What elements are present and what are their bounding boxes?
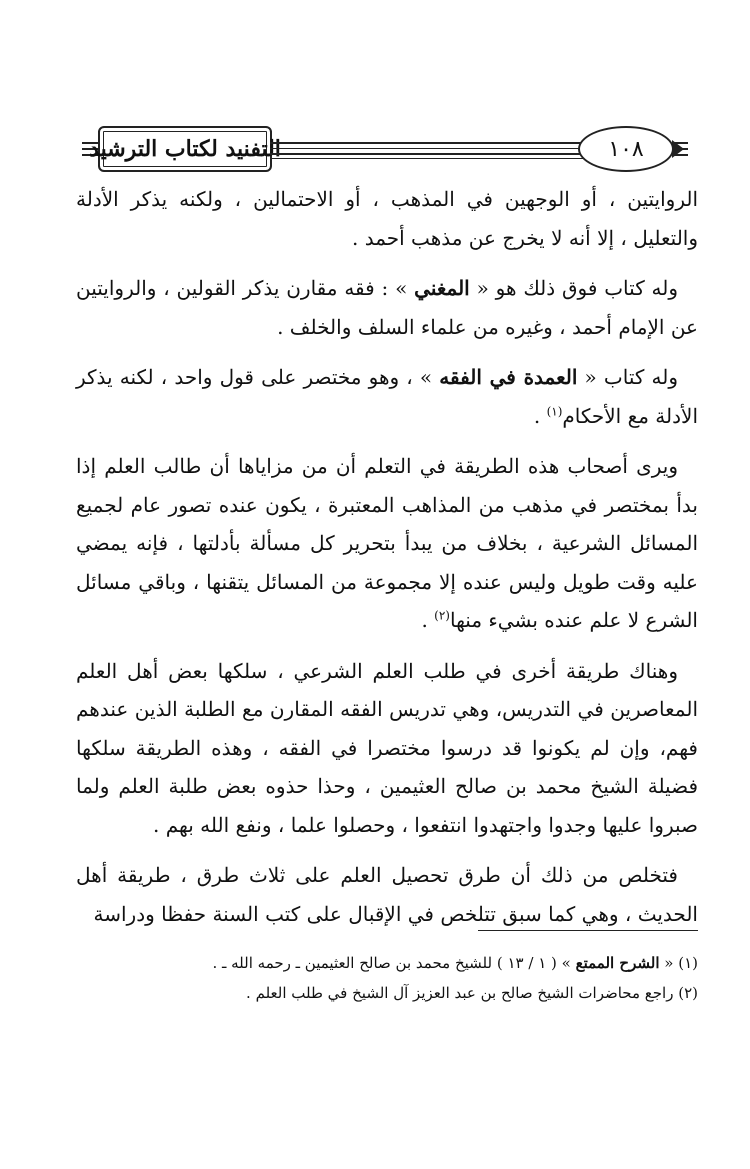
text-run: .	[421, 608, 435, 632]
footnote-ref: (١)	[546, 403, 563, 418]
body-text	[76, 180, 698, 933]
paragraph	[76, 652, 698, 845]
text-run: » ( ١ / ١٣ ) للشيخ محمد بن صالح العثيمين ـ رحمه الله ـ .	[212, 954, 576, 972]
bold-title: المغني	[414, 276, 470, 300]
header-rule	[270, 148, 604, 149]
header-rule	[270, 153, 604, 155]
text-run: (١) «	[659, 954, 698, 972]
text-run: » : فقه مقارن يذكر القولين ، والروايتين عن الإمام أحمد ، وغيره من علماء السلف والخلف .	[76, 276, 698, 339]
paragraph	[76, 269, 698, 346]
page-number-text: ١٠٨	[608, 136, 644, 162]
footnote	[76, 978, 698, 1008]
text-run: وله كتاب «	[577, 365, 678, 389]
footnote	[76, 948, 698, 978]
text-run: الروايتين ، أو الوجهين في المذهب ، أو الاحتمالين ، ولكنه يذكر الأدلة والتعليل ، إلا أنه لا يخرج عن مذهب أحمد .	[76, 187, 698, 250]
text-run: وهناك طريقة أخرى في طلب العلم الشرعي ، سلكها بعض أهل العلم المعاصرين في التدريس، وهي تدريس الفقه المقارن مع الطلبة الذين عندهم فهم، وإن لم يكونوا قد درسوا مختصرا في الفقه ، وهذه الطريقة سلكها فضيلة الشيخ محمد بن صالح العثيمين ، وحذا حذوه بعض طلبة العلم ولما صبروا عليها وجدوا واجتهدوا انتفعوا ، وحصلوا علما ، ونفع الله بهم .	[76, 658, 698, 837]
header-right-ornament	[672, 138, 688, 162]
paragraph	[76, 180, 698, 257]
running-title: التفنيد لكتاب الترشيد	[98, 126, 272, 172]
header-rule	[270, 142, 604, 144]
footnote-ref: (٢)	[434, 608, 450, 623]
text-run: ويرى أصحاب هذه الطريقة في التعلم أن من مزاياها أن طالب العلم إذا بدأ بمختصر في مذهب من المذاهب المعتبرة ، يكون عنده تصور عام لجميع المسائل الشرعية ، بخلاف من يبدأ بتحرير كل مسألة بأدلتها ، فإنه يمضي عليه وقت طويل وليس عنده إلا مجموعة من المسائل يتقنها ، وباقي مسائل الشرع لا علم عنده بشيء منها	[76, 454, 698, 632]
text-run: .	[533, 403, 547, 428]
page-header	[30, 118, 720, 178]
page-number	[578, 126, 674, 172]
paragraph	[76, 856, 698, 933]
text-run: » ، وهو مختصر على قول واحد ، لكنه يذكر الأدلة مع الأحكام	[76, 365, 698, 428]
footnote-separator	[478, 930, 698, 931]
header-rule	[270, 158, 604, 159]
bold-title: العمدة في الفقه	[439, 365, 578, 389]
paragraph	[76, 447, 698, 640]
text-run: وله كتاب فوق ذلك هو «	[469, 276, 679, 300]
footnotes	[76, 948, 698, 1008]
text-run: فتخلص من ذلك أن طرق تحصيل العلم على ثلاث طرق ، طريقة أهل الحديث ، وهي كما سبق تتلخص في الإقبال على كتب السنة حفظا ودراسة	[76, 863, 698, 926]
paragraph	[76, 358, 698, 435]
text-run: (٢) راجع محاضرات الشيخ صالح بن عبد العزيز آل الشيخ في طلب العلم .	[246, 984, 698, 1002]
bold-title: الشرح الممتع	[575, 954, 660, 972]
